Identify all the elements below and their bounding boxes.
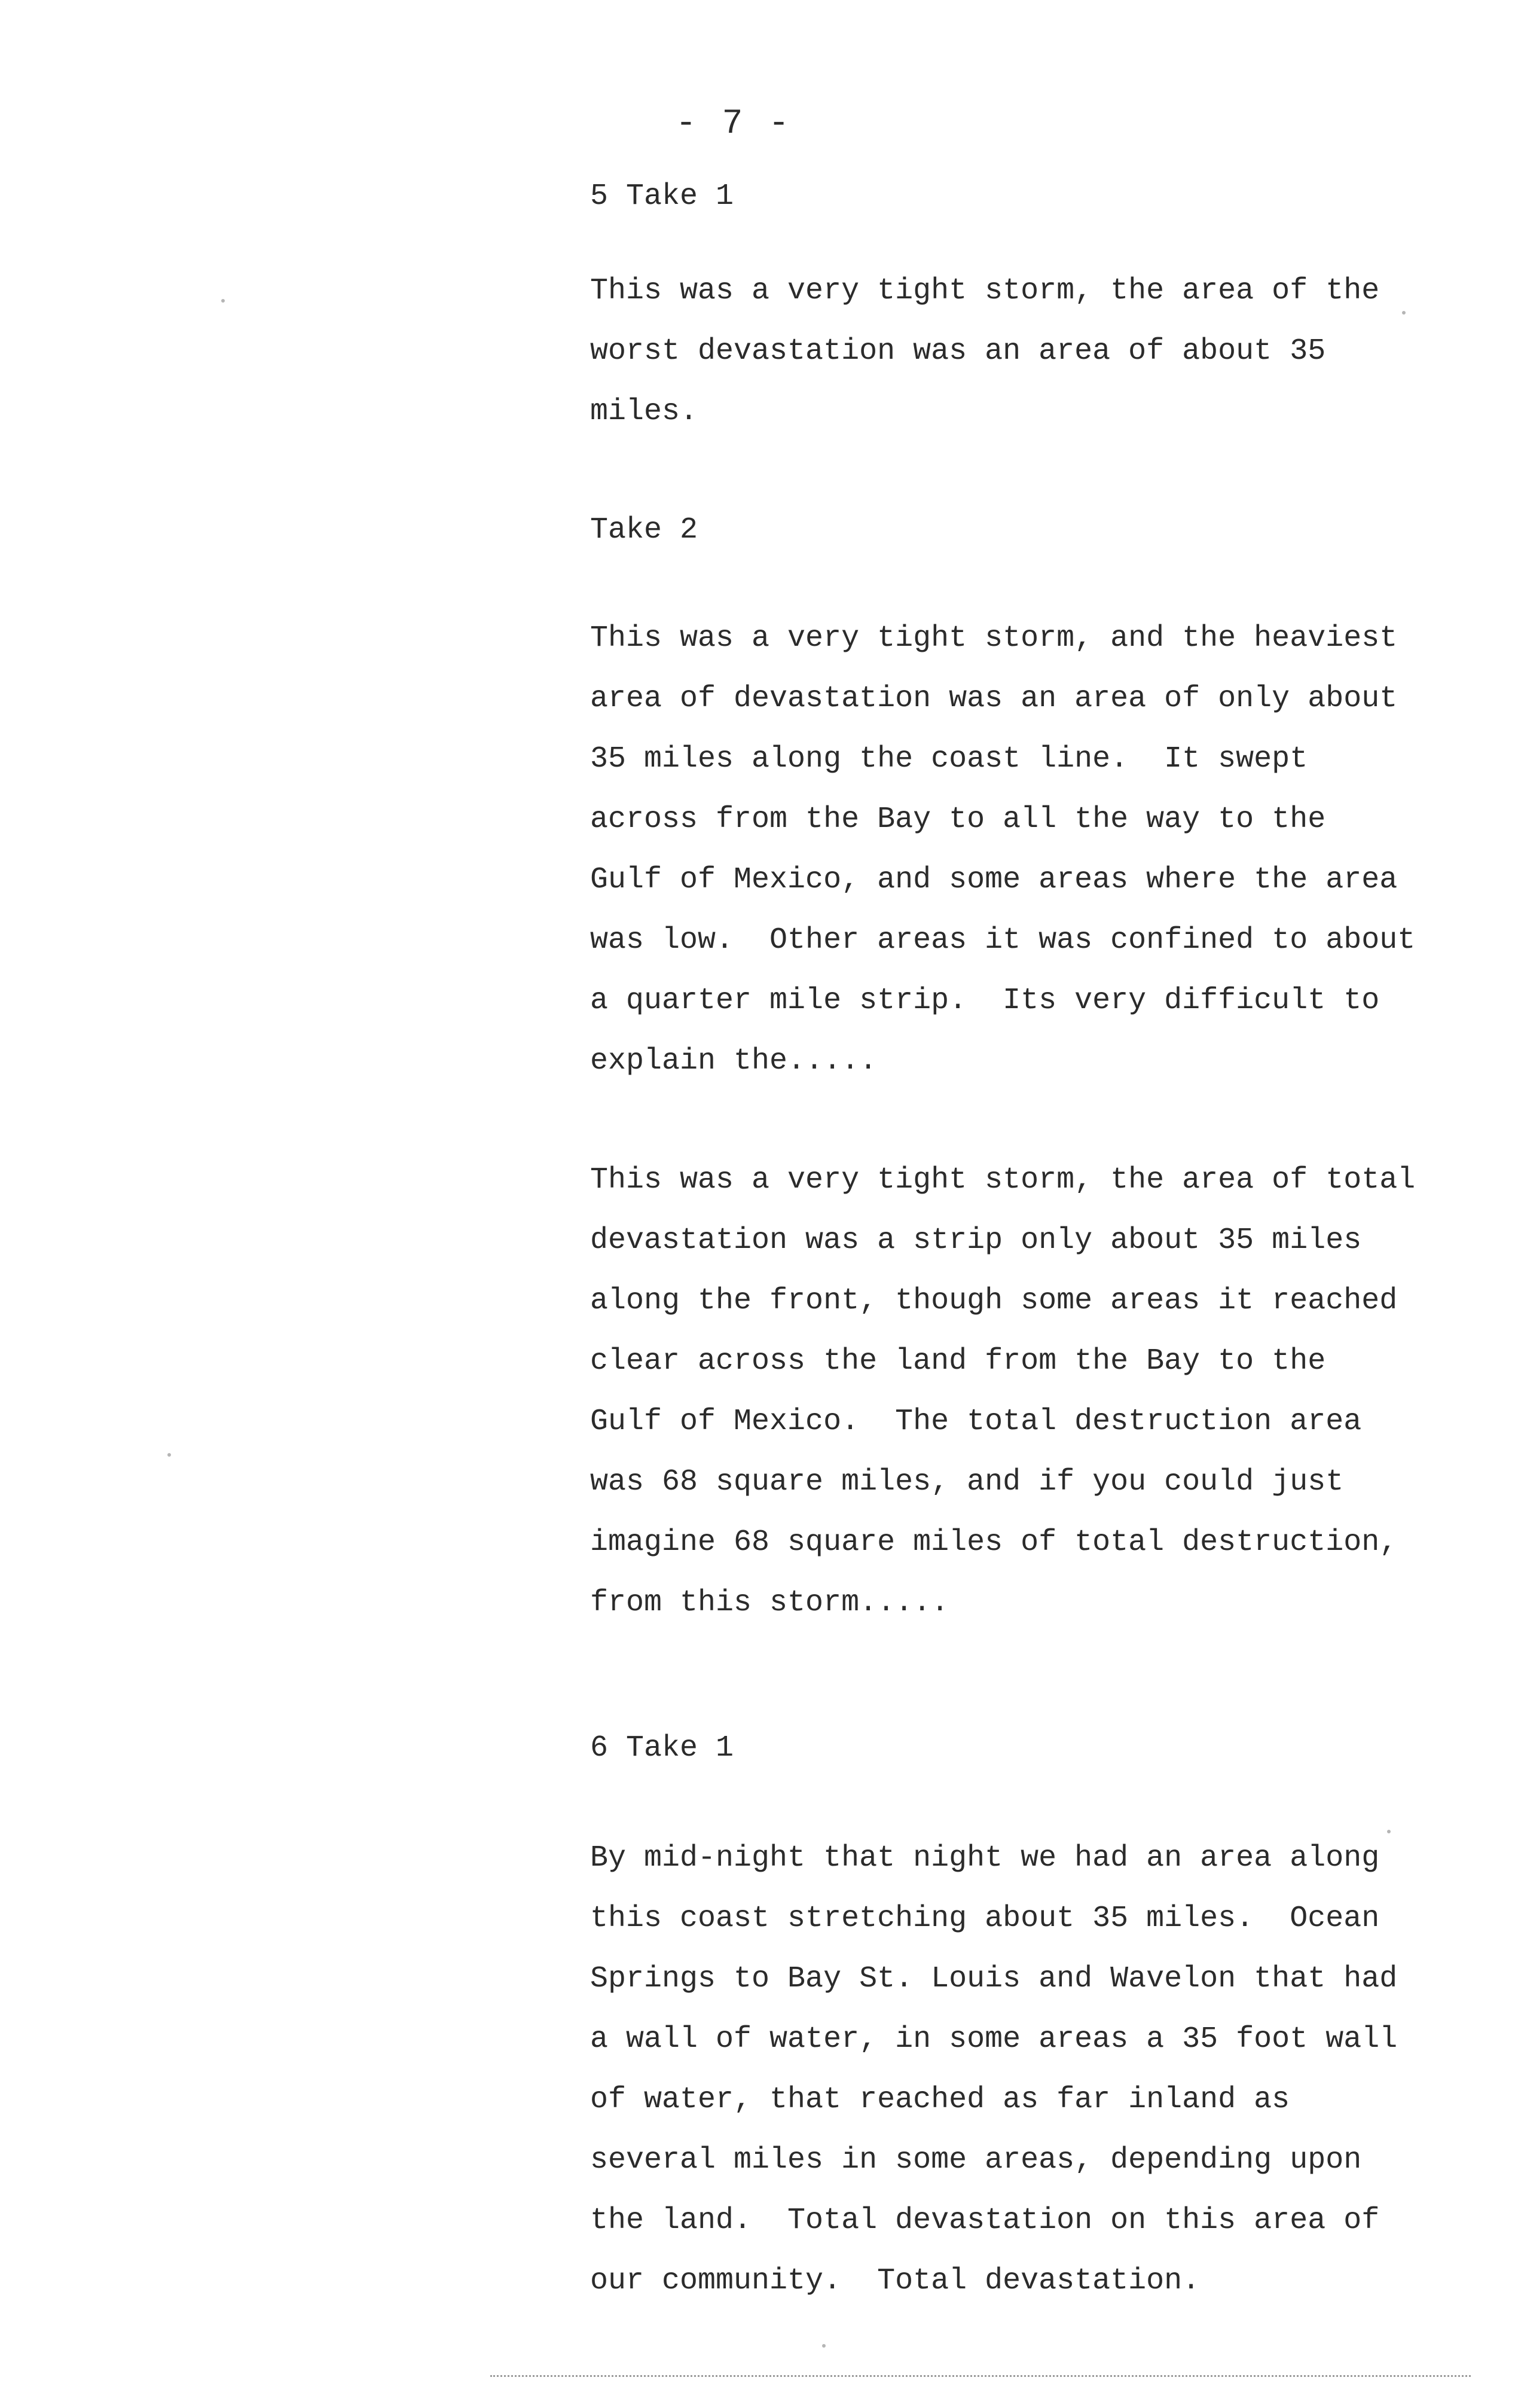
text-line: our community. Total devastation. — [590, 2264, 1201, 2298]
text-line: imagine 68 square miles of total destruction, — [590, 1525, 1398, 1559]
section-heading: Take 2 — [590, 513, 698, 547]
paragraph — [590, 261, 1439, 442]
text-line: of water, that reached as far inland as — [590, 2083, 1290, 2117]
scan-speck — [1387, 1830, 1391, 1833]
text-line: from this storm..... — [590, 1586, 949, 1620]
text-line: By mid-night that night we had an area along — [590, 1841, 1380, 1875]
text-line: Gulf of Mexico. The total destruction area — [590, 1405, 1362, 1439]
page-number: - 7 - — [676, 105, 792, 144]
section-heading: 6 Take 1 — [590, 1731, 734, 1765]
scan-speck — [221, 299, 225, 303]
text-line: this coast stretching about 35 miles. Ocean — [590, 1902, 1380, 1936]
text-line: 35 miles along the coast line. It swept — [590, 742, 1308, 776]
scan-speck — [167, 1453, 171, 1457]
text-line: devastation was a strip only about 35 miles — [590, 1223, 1362, 1258]
section-heading: 5 Take 1 — [590, 179, 734, 213]
text-line: Gulf of Mexico, and some areas where the area — [590, 863, 1398, 897]
text-line: worst devastation was an area of about 35 — [590, 334, 1326, 368]
bottom-scan-rule — [490, 2375, 1471, 2377]
text-line: This was a very tight storm, the area of total — [590, 1163, 1416, 1197]
paragraph — [590, 608, 1439, 1091]
text-line: several miles in some areas, depending upon — [590, 2143, 1362, 2177]
text-line: This was a very tight storm, and the heaviest — [590, 621, 1398, 655]
text-line: along the front, though some areas it reached — [590, 1284, 1398, 1318]
paragraph — [590, 1828, 1439, 2311]
text-line: was 68 square miles, and if you could just — [590, 1465, 1344, 1499]
text-line: a wall of water, in some areas a 35 foot wall — [590, 2022, 1398, 2056]
text-line: explain the..... — [590, 1044, 878, 1078]
text-line: a quarter mile strip. Its very difficult to — [590, 984, 1380, 1018]
text-line: clear across the land from the Bay to the — [590, 1344, 1326, 1378]
text-line: was low. Other areas it was confined to about — [590, 923, 1416, 957]
text-line: across from the Bay to all the way to the — [590, 802, 1326, 837]
scan-speck — [822, 2344, 826, 2348]
text-line: area of devastation was an area of only about — [590, 682, 1398, 716]
paragraph — [590, 1150, 1439, 1633]
scan-speck — [1402, 311, 1406, 315]
text-line: Springs to Bay St. Louis and Wavelon that had — [590, 1962, 1398, 1996]
text-line: This was a very tight storm, the area of the — [590, 274, 1380, 308]
text-line: the land. Total devastation on this area of — [590, 2203, 1380, 2238]
text-line: miles. — [590, 395, 698, 429]
